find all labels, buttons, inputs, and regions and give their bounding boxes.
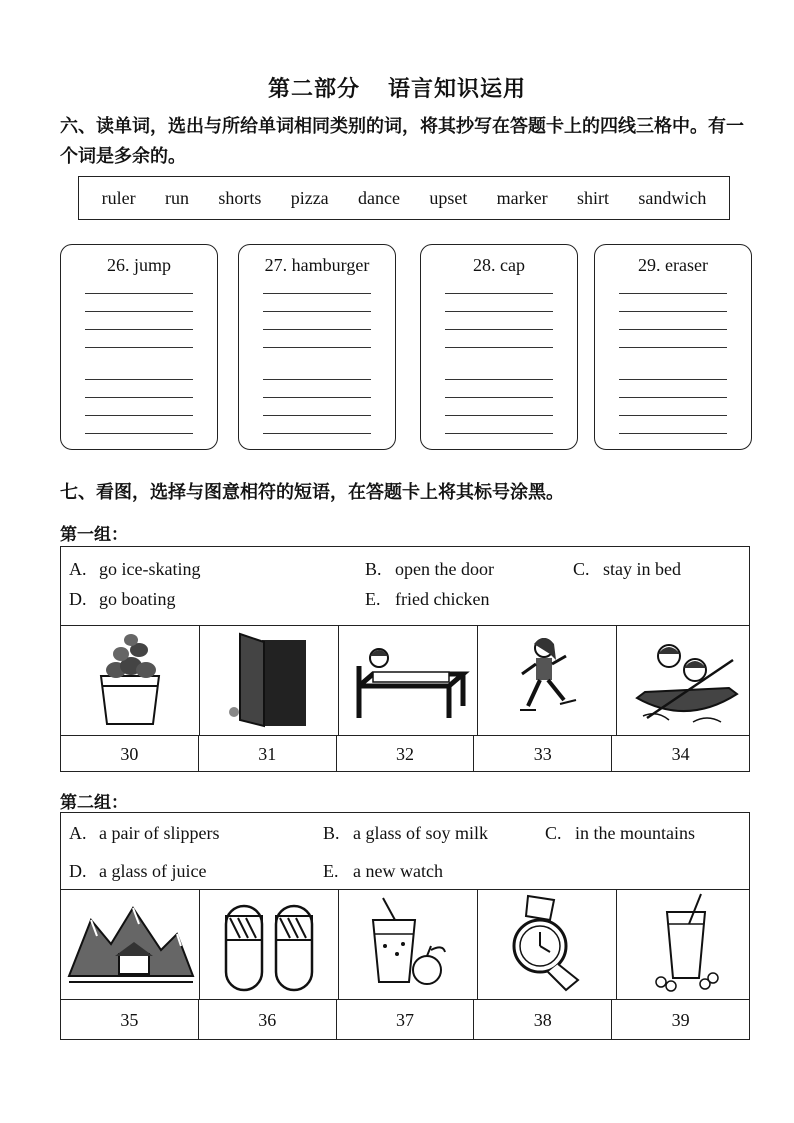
juice-picture (339, 890, 478, 1000)
word-bank-item: run (165, 187, 189, 208)
writing-line (619, 311, 727, 312)
question-number: 39 (671, 1009, 690, 1030)
group1-option-c: C. stay in bed (573, 559, 681, 579)
word-bank-item: shirt (576, 187, 609, 208)
word-bank-item: dance (358, 187, 400, 208)
writing-line (445, 415, 553, 416)
writing-line (85, 293, 193, 294)
group1-option-d: D. go boating (69, 589, 176, 609)
question-number: 31 (199, 736, 337, 772)
writing-line (263, 397, 371, 398)
section7-instruction: 七、看图，选择与图意相符的短语，在答题卡上将其标号涂黑。 (60, 482, 564, 503)
soy-milk-picture (617, 890, 755, 1000)
part-label: 第二部分 (267, 77, 360, 102)
group2-option-e: E. a new watch (323, 861, 443, 881)
question-number: 34 (671, 743, 690, 764)
group1-option-b: B. open the door (365, 559, 494, 579)
writing-line (619, 347, 727, 348)
writing-line (619, 293, 727, 294)
writing-line (619, 415, 727, 416)
question-number: 32 (337, 736, 475, 772)
writing-line (445, 347, 553, 348)
slippers-picture (200, 890, 339, 1000)
group1-option-a: A. go ice-skating (69, 559, 201, 579)
page-title (0, 72, 794, 103)
writing-line (445, 329, 553, 330)
writing-line (263, 415, 371, 416)
group2-option-b: B. a glass of soy milk (323, 823, 488, 843)
group2-box (60, 812, 750, 1040)
card-label: 27. hamburger (264, 255, 370, 275)
writing-line (85, 329, 193, 330)
group1-box (60, 546, 750, 772)
group1-label: 第一组： (60, 525, 128, 545)
question-number: 33 (474, 736, 612, 772)
writing-line (263, 347, 371, 348)
fried-chicken-picture (61, 626, 200, 736)
writing-line (619, 397, 727, 398)
writing-line (85, 433, 193, 434)
word-bank (78, 176, 730, 220)
answer-card-27 (238, 244, 396, 450)
writing-line (263, 311, 371, 312)
watch-picture (478, 890, 617, 1000)
question-number: 35 (61, 1000, 199, 1040)
word-bank-item: sandwich (638, 187, 707, 208)
part-name: 语言知识运用 (388, 77, 527, 102)
boating-picture (617, 626, 755, 736)
writing-line (445, 293, 553, 294)
section6-instruction: 六、读单词，选出与所给单词相同类别的词，将其抄写在答题卡上的四线三格中。有一个词是多余的。 (60, 116, 744, 167)
answer-card-28 (420, 244, 578, 450)
child-in-bed-picture (339, 626, 478, 736)
group2-option-d: D. a glass of juice (69, 861, 207, 881)
writing-line (445, 379, 553, 380)
writing-line (263, 329, 371, 330)
word-bank-item: marker (496, 187, 548, 208)
word-bank-item: ruler (101, 187, 136, 208)
writing-line (263, 433, 371, 434)
writing-line (445, 397, 553, 398)
writing-line (619, 433, 727, 434)
writing-line (619, 329, 727, 330)
group1-option-e: E. fried chicken (365, 589, 490, 609)
writing-line (85, 415, 193, 416)
word-bank-item: shorts (218, 187, 262, 208)
group2-label: 第二组： (60, 793, 128, 813)
open-door-picture (200, 626, 339, 736)
word-bank-item: pizza (290, 187, 329, 208)
writing-line (263, 379, 371, 380)
writing-line (85, 347, 193, 348)
writing-line (619, 379, 727, 380)
question-number: 37 (337, 1000, 475, 1040)
question-number: 38 (474, 1000, 612, 1040)
mountains-picture (61, 890, 200, 1000)
card-label: 26. jump (106, 255, 171, 275)
card-label: 29. eraser (638, 255, 708, 275)
question-number: 30 (61, 736, 199, 772)
writing-line (85, 379, 193, 380)
answer-card-29 (594, 244, 752, 450)
writing-line (85, 311, 193, 312)
card-label: 28. cap (473, 255, 525, 275)
answer-card-26 (60, 244, 218, 450)
writing-line (85, 397, 193, 398)
group2-option-a: A. a pair of slippers (69, 823, 220, 843)
question-number: 36 (199, 1000, 337, 1040)
group2-option-c: C. in the mountains (545, 823, 695, 843)
word-bank-item: upset (429, 187, 468, 208)
writing-line (445, 433, 553, 434)
ice-skating-picture (478, 626, 617, 736)
writing-line (263, 293, 371, 294)
writing-line (445, 311, 553, 312)
